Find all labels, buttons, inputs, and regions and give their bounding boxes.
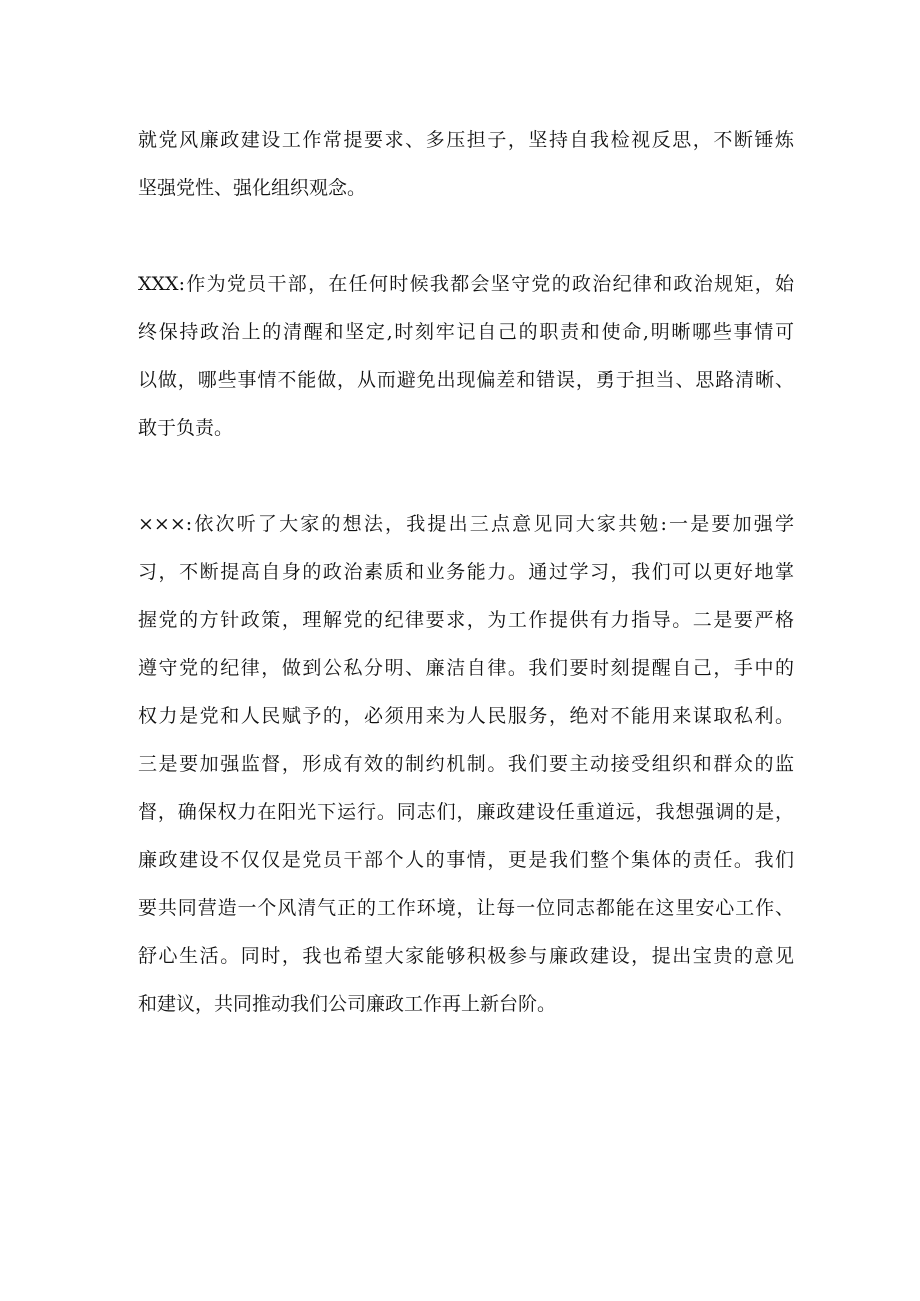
text-line: 就党风廉政建设工作常提要求、多压担子，坚持自我检视反思，不断锤炼 [138, 129, 794, 151]
text-line: 习，不断提高自身的政治素质和业务能力。通过学习，我们可以更好地掌 [138, 561, 794, 583]
text-line: 三是要加强监督，形成有效的制约机制。我们要主动接受组织和群众的监 [138, 753, 794, 775]
text-line: 督，确保权力在阳光下运行。同志们，廉政建设任重道远，我想强调的是， [138, 801, 794, 823]
paragraph-3 [138, 500, 794, 1028]
text-line: ×××:依次听了大家的想法，我提出三点意见同大家共勉:一是要加强学 [138, 513, 794, 535]
text-line: 以做，哪些事情不能做，从而避免出现偏差和错误，勇于担当、思路清晰、 [138, 369, 794, 391]
text-line: XXX:作为党员干部，在任何时候我都会坚守党的政治纪律和政治规矩，始 [138, 273, 794, 295]
text-line: 握党的方针政策，理解党的纪律要求，为工作提供有力指导。二是要严格 [138, 609, 794, 631]
text-line: 和建议，共同推动我们公司廉政工作再上新台阶。 [138, 993, 557, 1015]
paragraph-2 [138, 260, 794, 452]
text-line: 敢于负责。 [138, 417, 234, 439]
text-line: 廉政建设不仅仅是党员干部个人的事情，更是我们整个集体的责任。我们 [138, 849, 794, 871]
text-line: 终保持政治上的清醒和坚定,时刻牢记自己的职责和使命,明晰哪些事情可 [138, 321, 794, 343]
text-line: 要共同营造一个风清气正的工作环境，让每一位同志都能在这里安心工作、 [138, 897, 794, 919]
paragraph-1 [138, 116, 794, 212]
text-line: 舒心生活。同时，我也希望大家能够积极参与廉政建设，提出宝贵的意见 [138, 945, 794, 967]
text-line: 权力是党和人民赋予的，必须用来为人民服务，绝对不能用来谋取私利。 [138, 705, 794, 727]
text-line: 坚强党性、强化组织观念。 [138, 177, 367, 199]
text-line: 遵守党的纪律，做到公私分明、廉洁自律。我们要时刻提醒自己，手中的 [138, 657, 794, 679]
